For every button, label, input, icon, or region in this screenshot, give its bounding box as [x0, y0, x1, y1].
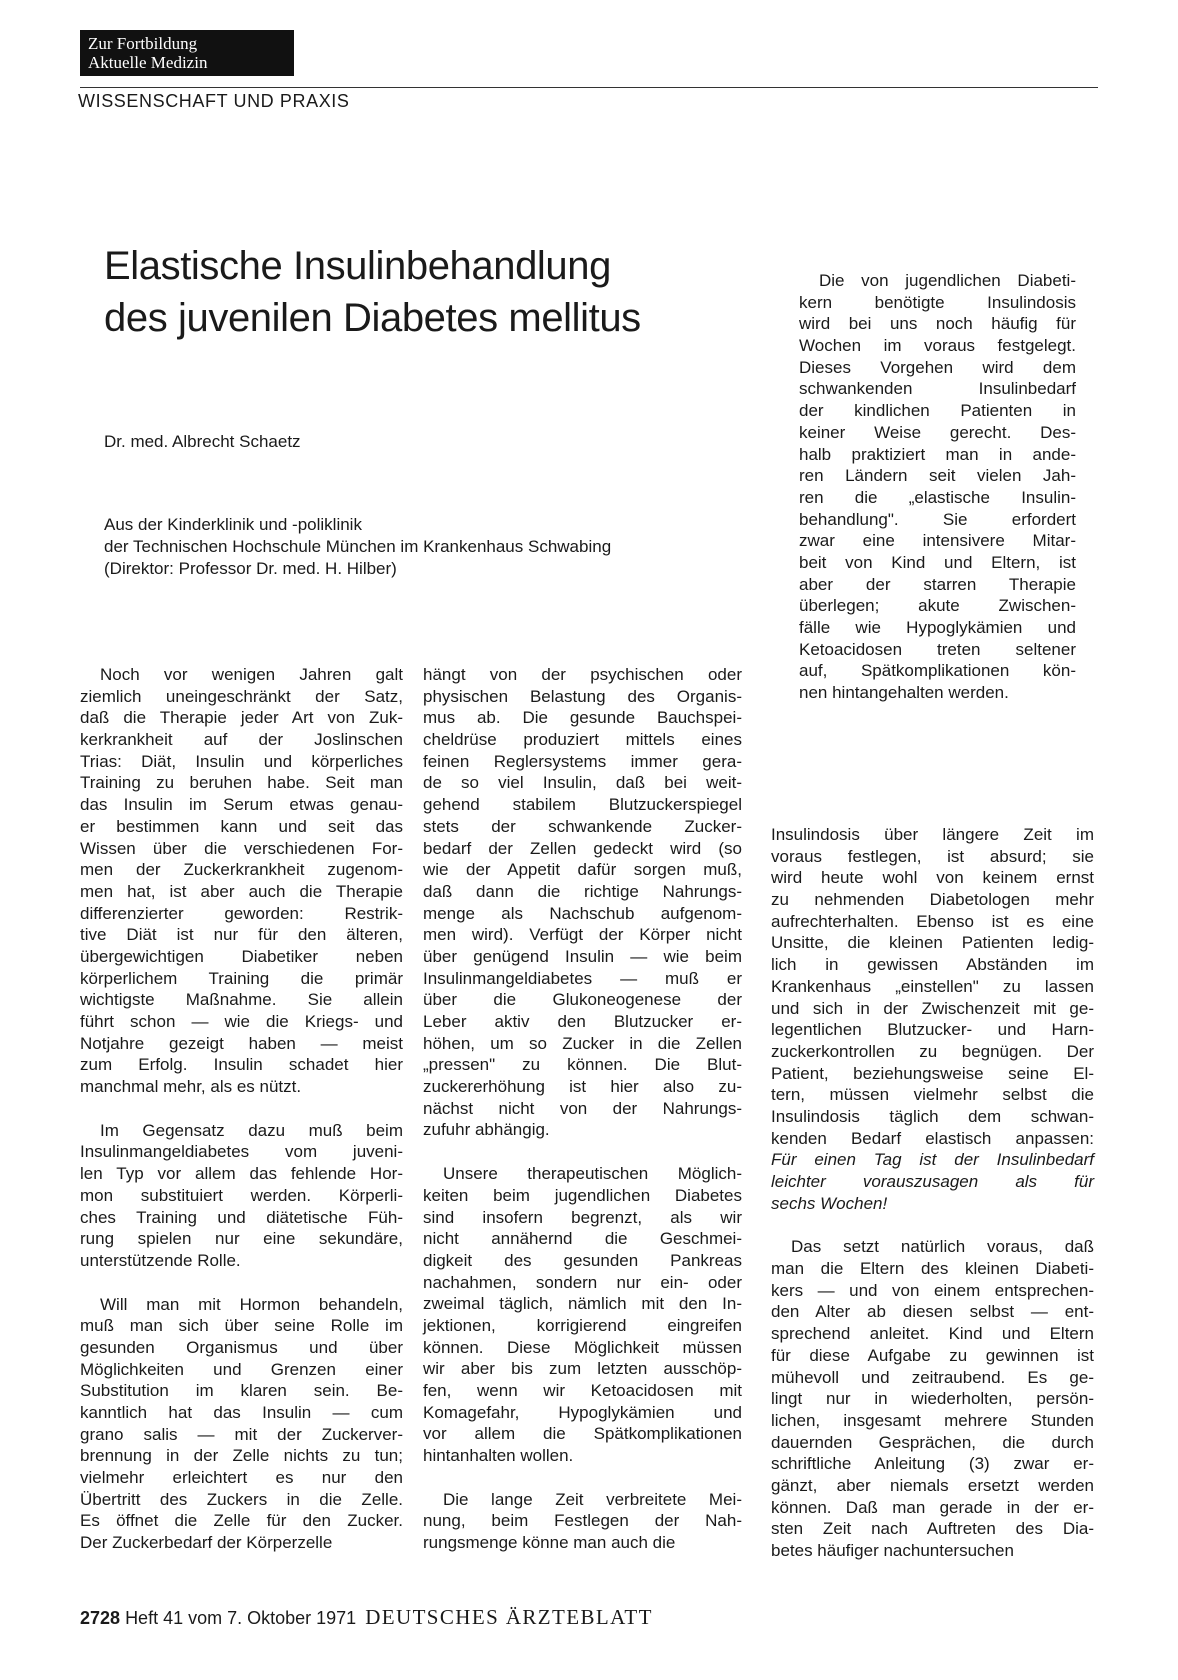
text-line: ziemlich uneingeschränkt der Satz, — [80, 686, 403, 706]
text-line: nachahmen, sondern nur ein- oder — [423, 1272, 742, 1292]
text-line: Möglichkeiten und Grenzen einer — [80, 1359, 403, 1379]
text-line: beit von Kind und Eltern, ist — [799, 552, 1076, 572]
paragraph — [80, 1294, 403, 1554]
text-line: auf, Spätkomplikationen kön- — [799, 661, 1076, 681]
header-rule — [80, 87, 1098, 88]
paragraph — [423, 1489, 742, 1554]
text-line: nen hintangehalten werden. — [799, 683, 1009, 703]
text-line: Der Zuckerbedarf der Körperzelle — [80, 1533, 333, 1553]
text-line: manchmal mehr, als es nützt. — [80, 1077, 302, 1097]
text-line: Im Gegensatz dazu muß beim — [100, 1120, 403, 1140]
text-line: führt schon — wie die Kriegs- und — [80, 1012, 403, 1031]
section-heading: WISSENSCHAFT UND PRAXIS — [78, 91, 350, 111]
text-line: stets der schwankende Zucker- — [423, 816, 742, 836]
text-line: betes häufiger nachuntersuchen — [771, 1541, 1014, 1560]
text-line: Die lange Zeit verbreitete Mei- — [443, 1489, 742, 1509]
page-number: 2728 — [80, 1608, 121, 1628]
text-line: cheldrüse produziert mittels eines — [423, 730, 742, 750]
text-line: den Alter ab diesen selbst — ent- — [771, 1302, 1094, 1322]
text-line: können. Daß man gerade in der er- — [771, 1497, 1094, 1517]
text-line: zum Erfolg. Insulin schadet hier — [80, 1055, 403, 1075]
text-line: Trias: Diät, Insulin und körperliches — [80, 751, 403, 771]
text-line: zuckerkontrollen zu begnügen. Der — [771, 1041, 1094, 1061]
text-line: Komagefahr, Hypoglykämien und — [423, 1402, 742, 1422]
text-line: körperlichem Training die primär — [80, 968, 403, 988]
text-line: de so viel Insulin, daß bei weit- — [423, 773, 742, 793]
text-line: daß die Therapie jeder Art von Zuk- — [80, 708, 403, 728]
text-line: ren Ländern seit vielen Jah- — [799, 466, 1076, 486]
text-line: kers — und von einem entsprechen- — [771, 1280, 1094, 1300]
text-line: kerkrankheit auf der Joslinschen — [80, 730, 403, 750]
text-line: nicht annähernd die Geschmei- — [423, 1229, 742, 1249]
affiliation-line: Aus der Kinderklinik und -poliklinik — [104, 515, 362, 534]
text-line: schwankenden Insulinbedarf — [799, 379, 1076, 399]
text-line: Patient, beziehungsweise seine El- — [771, 1063, 1094, 1083]
text-line: kern benötigte Insulindosis — [799, 292, 1076, 312]
text-line: feinen Reglersystems immer gera- — [423, 751, 742, 771]
section-badge — [80, 30, 294, 76]
text-line: tive Diät ist nur für den älteren, — [80, 925, 403, 945]
paragraph — [771, 824, 1094, 1214]
text-line: zwar eine intensivere Mitar- — [799, 531, 1076, 551]
text-line: digkeit des gesunden Pankreas — [423, 1250, 742, 1270]
text-line: Wissen über die verschiedenen For- — [80, 838, 403, 858]
affiliation-line: (Direktor: Professor Dr. med. H. Hilber) — [104, 559, 397, 578]
text-line: wichtigste Maßnahme. Sie allein — [80, 990, 403, 1010]
text-line: men der Zuckerkrankheit zugenom- — [80, 860, 403, 880]
text-line: mühevoll und zeitraubend. Es ge- — [771, 1367, 1094, 1387]
text-line: Notjahre gezeigt haben — meist — [80, 1033, 403, 1053]
text-line: Insulindosis täglich dem schwan- — [771, 1106, 1094, 1126]
text-line: lich in gewissen Abständen im — [771, 955, 1094, 975]
text-line: dauernden Gesprächen, die durch — [771, 1432, 1094, 1452]
text-line: leichter vorauszusagen als für — [771, 1172, 1094, 1191]
text-line: lichen, insgesamt mehrere Stunden — [771, 1410, 1094, 1430]
text-line: rungsmenge könne man auch die — [423, 1533, 676, 1553]
text-line: keiten beim jugendlichen Diabetes — [423, 1185, 742, 1205]
text-line: zuckererhöhung ist hier also zu- — [423, 1077, 742, 1097]
body-column-1 — [80, 664, 403, 1576]
badge-line-1: Zur Fortbildung — [88, 34, 198, 53]
text-line: Es öffnet die Zelle für den Zucker. — [80, 1511, 403, 1531]
text-line: halb praktiziert man in ande- — [799, 444, 1076, 464]
text-line: Leber aktiv den Blutzucker er- — [423, 1012, 742, 1031]
text-line: Die von jugendlichen Diabeti- — [819, 271, 1076, 290]
text-line: legentlichen Blutzucker- und Harn- — [771, 1020, 1094, 1040]
text-line: bedarf der Zellen gedeckt wird (so — [423, 838, 742, 858]
text-line: ches Training und diätetische Füh- — [80, 1207, 403, 1227]
page-footer — [80, 1605, 653, 1630]
text-line: nächst nicht von der Nahrungs- — [423, 1098, 742, 1118]
issue-info: Heft 41 vom 7. Oktober 1971 — [125, 1608, 357, 1628]
paragraph — [80, 664, 403, 1098]
text-line: schriftliche Anleitung (3) zwar er- — [771, 1454, 1094, 1474]
text-line: Insulindosis über längere Zeit im — [771, 825, 1094, 844]
text-line: Insulinmangeldiabetes — muß er — [423, 968, 742, 988]
text-line: wir aber bis zum letzten ausschöp- — [423, 1359, 742, 1379]
badge-line-2: Aktuelle Medizin — [88, 53, 208, 72]
text-line: wird heute wohl von keinem ernst — [771, 868, 1094, 888]
text-line: Übertritt des Zuckers in die Zelle. — [80, 1489, 403, 1509]
text-line: physischen Belastung des Organis- — [423, 686, 742, 706]
text-line: Ketoacidosen treten seltener — [799, 639, 1076, 659]
text-line: Will man mit Hormon behandeln, — [100, 1294, 403, 1314]
text-line: Wochen im voraus festgelegt. — [799, 336, 1076, 356]
text-line: hintanhalten wollen. — [423, 1446, 574, 1466]
text-line: lingt nur in wiederholten, persön- — [771, 1389, 1094, 1409]
text-line: menge als Nachschub aufgenom- — [423, 903, 742, 923]
paragraph — [423, 664, 742, 1141]
text-line: zweimal täglich, nämlich mit den In- — [423, 1294, 742, 1314]
text-line: Krankenhaus „einstellen" zu lassen — [771, 976, 1094, 996]
text-line: Substitution im klaren sein. Be- — [80, 1381, 403, 1401]
text-line: voraus festlegen, ist absurd; sie — [771, 846, 1094, 866]
text-line: sind insofern begrenzt, als wir — [423, 1207, 742, 1227]
body-column-3 — [771, 824, 1094, 1584]
article-title — [104, 240, 641, 344]
text-line: sten Zeit nach Auftreten des Dia- — [771, 1519, 1094, 1539]
text-line: zufuhr abhängig. — [423, 1120, 550, 1140]
text-line: sechs Wochen! — [771, 1193, 888, 1213]
text-line: man die Eltern des kleinen Diabeti- — [771, 1259, 1094, 1279]
text-line: men wird). Verfügt der Körper nicht — [423, 925, 742, 945]
affiliation-line: der Technischen Hochschule München im Krankenhaus Schwabing — [104, 537, 612, 556]
body-column-2 — [423, 664, 742, 1576]
text-line: jektionen, korrigierend eingreifen — [423, 1315, 742, 1335]
text-line: und sich in der Zwischenzeit mit ge- — [771, 998, 1094, 1018]
journal-name: DEUTSCHES ÄRZTEBLATT — [365, 1605, 653, 1629]
text-line: Für einen Tag ist der Insulinbedarf — [771, 1150, 1094, 1170]
text-line: gänzt, aber niemals ersetzt werden — [771, 1475, 1094, 1495]
text-line: Dieses Vorgehen wird dem — [799, 357, 1076, 377]
text-line: können. Diese Möglichkeit müssen — [423, 1337, 742, 1357]
text-line: gehend stabilem Blutzuckerspiegel — [423, 795, 742, 815]
text-line: überlegen; akute Zwischen- — [799, 596, 1076, 616]
text-line: mon substituiert werden. Körperli- — [80, 1185, 403, 1205]
author-name: Dr. med. Albrecht Schaetz — [104, 432, 301, 451]
text-line: zu nehmenden Diabetologen mehr — [771, 890, 1094, 910]
paragraph — [799, 270, 1076, 704]
text-line: daß dann die richtige Nahrungs- — [423, 881, 742, 901]
text-line: Unsere therapeutischen Möglich- — [443, 1164, 742, 1184]
text-line: der kindlichen Patienten in — [799, 401, 1076, 421]
text-line: grano salis — mit der Zuckerver- — [80, 1424, 403, 1444]
text-line: sprechend anleitet. Kind und Eltern — [771, 1324, 1094, 1344]
text-line: muß man sich über seine Rolle im — [80, 1316, 403, 1336]
text-line: über die Glukoneogenese der — [423, 990, 742, 1010]
text-line: kanntlich hat das Insulin — cum — [80, 1403, 403, 1422]
text-line: vielmehr erleichtert es nur den — [80, 1468, 403, 1488]
text-line: für diese Aufgabe zu gewinnen ist — [771, 1345, 1094, 1365]
text-line: wird bei uns noch häufig für — [799, 314, 1076, 334]
text-line: rung spielen nur eine sekundäre, — [80, 1229, 403, 1249]
text-line: unterstützende Rolle. — [80, 1250, 241, 1270]
text-line: behandlung". Sie erfordert — [799, 509, 1076, 529]
text-line: über genügend Insulin — wie beim — [423, 946, 742, 966]
text-line: er bestimmen kann und seit das — [80, 816, 403, 836]
text-line: Training zu beruhen habe. Seit man — [80, 773, 403, 793]
text-line: ren die „elastische Insulin- — [799, 487, 1076, 507]
text-line: tern, müssen vielmehr selbst die — [771, 1085, 1094, 1105]
text-line: Insulinmangeldiabetes vom juveni- — [80, 1142, 403, 1162]
text-line: keiner Weise gerecht. Des- — [799, 422, 1076, 442]
text-line: Noch vor wenigen Jahren galt — [100, 665, 403, 684]
paragraph — [80, 1120, 403, 1272]
text-line: len Typ vor allem das fehlende Hor- — [80, 1164, 403, 1184]
title-line-2: des juvenilen Diabetes mellitus — [104, 296, 641, 340]
text-line: fälle wie Hypoglykämien und — [799, 618, 1076, 637]
text-line: mus ab. Die gesunde Bauchspei- — [423, 708, 742, 728]
intro-column — [799, 270, 1076, 726]
text-line: vor allem die Spätkomplikationen — [423, 1424, 742, 1444]
title-line-1: Elastische Insulinbehandlung — [104, 244, 611, 288]
text-line: nung, beim Festlegen der Nah- — [423, 1511, 742, 1531]
text-line: Das setzt natürlich voraus, daß — [791, 1237, 1094, 1257]
text-line: gesunden Organismus und über — [80, 1337, 403, 1357]
text-line: differenzierter geworden: Restrik- — [80, 903, 403, 923]
text-line: hängt von der psychischen oder — [423, 665, 742, 684]
text-line: aufrechterhalten. Ebenso ist es eine — [771, 911, 1094, 931]
affiliation — [104, 514, 611, 580]
text-line: Unsitte, die kleinen Patienten ledig- — [771, 933, 1094, 953]
text-line: fen, wenn wir Ketoacidosen mit — [423, 1381, 742, 1400]
text-line: men hat, ist aber auch die Therapie — [80, 881, 403, 901]
text-line: höhen, um so Zucker in die Zellen — [423, 1033, 742, 1053]
text-line: brennung in der Zelle nichts zu tun; — [80, 1446, 403, 1466]
text-line: aber der starren Therapie — [799, 574, 1076, 594]
text-line: kenden Bedarf elastisch anpassen: — [771, 1128, 1094, 1148]
paragraph — [423, 1163, 742, 1467]
text-line: wie der Appetit dafür sorgen muß, — [423, 860, 742, 880]
paragraph — [771, 1236, 1094, 1561]
text-line: „pressen" zu können. Die Blut- — [423, 1055, 742, 1075]
text-line: das Insulin im Serum etwas genau- — [80, 795, 403, 815]
text-line: übergewichtigen Diabetiker neben — [80, 946, 403, 966]
